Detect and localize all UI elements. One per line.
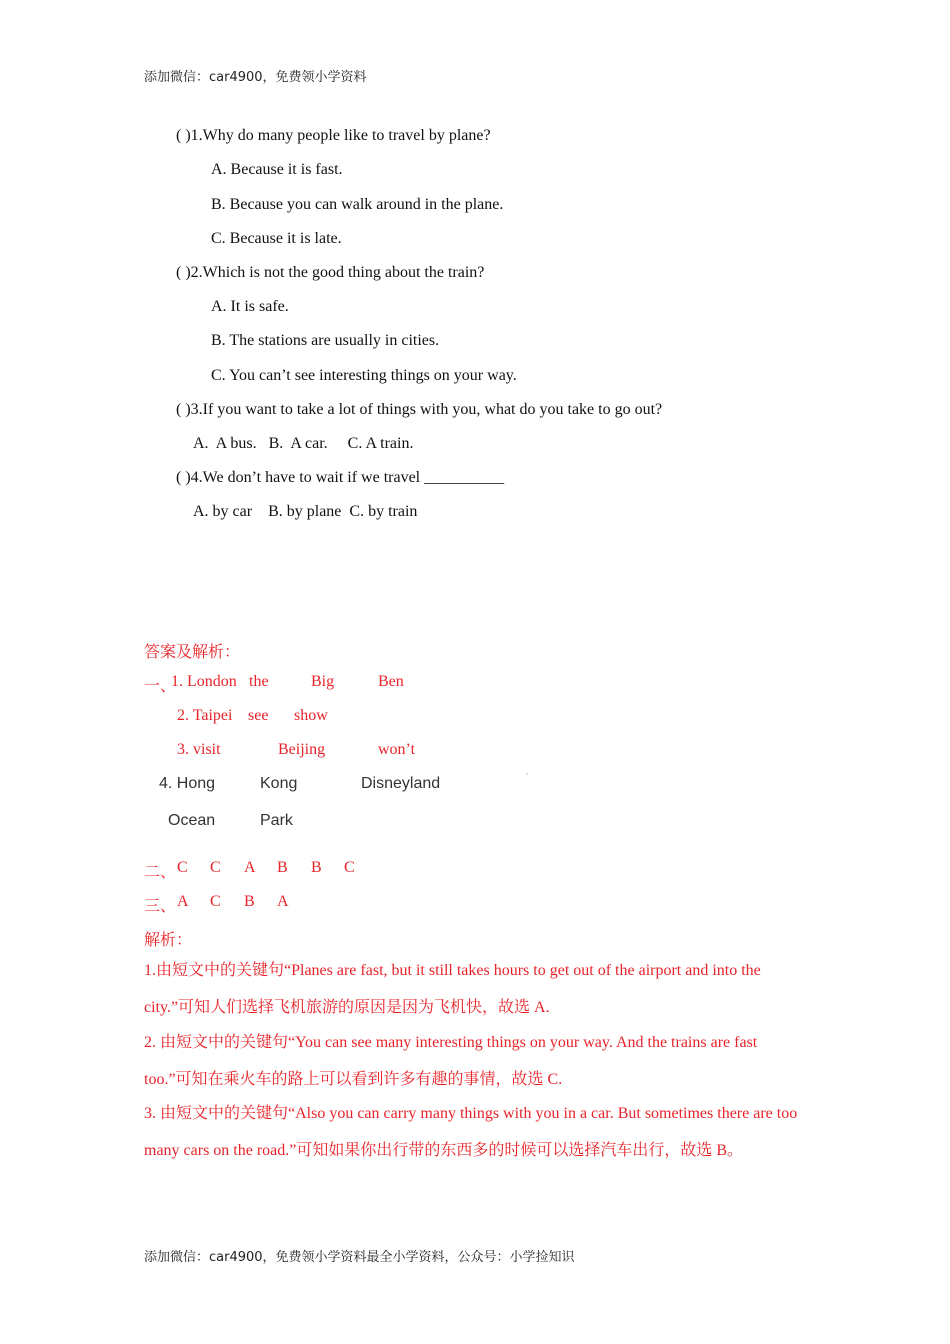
answer-letter: B (277, 859, 288, 876)
question-4-options: A. by car B. by plane C. by train (193, 503, 418, 520)
page-footer: 添加微信：car4900，免费领小学资料最全小学资料，公众号：小学捡知识 (144, 1250, 575, 1265)
question-1-option-a: A. Because it is fast. (211, 161, 343, 178)
question-2-stem: ( )2.Which is not the good thing about the train? (176, 264, 485, 281)
answers-title: 答案及解析： (144, 644, 241, 661)
answer-word: won’t (378, 741, 416, 758)
page-header: 添加微信：car4900，免费领小学资料 (144, 70, 367, 85)
answer-letter: C (210, 859, 221, 876)
answer-letter: A (177, 893, 189, 910)
question-3-options: A. A bus. B. A car. C. A train. (193, 435, 414, 452)
question-1-stem: ( )1.Why do many people like to travel by plane? (176, 127, 491, 144)
answer-word: the (249, 673, 269, 690)
answer-letter: C (344, 859, 355, 876)
question-2-option-b: B. The stations are usually in cities. (211, 332, 440, 349)
answer-word: Ocean (168, 812, 216, 829)
answer-word: Ben (378, 673, 404, 690)
question-2-option-c: C. You can’t see interesting things on your way. (211, 367, 517, 384)
answer-letter: C (210, 893, 221, 910)
answer-word: 1. London (171, 673, 237, 690)
question-2-option-a: A. It is safe. (211, 298, 289, 315)
answer-word: show (294, 707, 328, 724)
answer-word: 2. Taipei (177, 707, 233, 724)
question-1-option-b: B. Because you can walk around in the plane. (211, 196, 504, 213)
answer-word: Big (311, 673, 335, 690)
answer-word: Disneyland (361, 775, 441, 792)
answer-letter: B (244, 893, 255, 910)
answer-word: 4. Hong (159, 775, 216, 792)
question-1-option-c: C. Because it is late. (211, 230, 342, 247)
analysis-paragraph-1: 1.由短文中的关键句“Planes are fast, but it still takes hours to get out of the airport and into the city.”可知人们选择飞机旅游的原因是因为飞机快，故选 A. (144, 962, 761, 1016)
stray-mark (526, 773, 528, 775)
section-2-prefix: 二、 (144, 864, 177, 881)
answer-word: 3. visit (177, 741, 221, 758)
answer-letter: C (177, 859, 188, 876)
section-3-prefix: 三、 (144, 898, 177, 915)
question-3-stem: ( )3.If you want to take a lot of things with you, what do you take to go out? (176, 401, 663, 418)
answer-letter: A (244, 859, 256, 876)
answer-letter: A (277, 893, 289, 910)
analysis-title: 解析： (144, 932, 193, 949)
answer-word: Beijing (278, 741, 326, 758)
answer-letter: B (311, 859, 322, 876)
question-4-stem: ( )4.We don’t have to wait if we travel __________ (176, 469, 505, 486)
analysis-paragraph-3: 3. 由短文中的关键句“Also you can carry many things with you in a car. But sometimes there are too many cars on the road.”可知如果你出行带的东西多的时候可以选择汽车出行，故选 B。 (144, 1105, 798, 1159)
answer-word: Park (260, 812, 293, 829)
section-1-prefix: 一、 (144, 678, 177, 695)
answer-word: see (248, 707, 269, 724)
answer-word: Kong (260, 775, 298, 792)
analysis-paragraph-2: 2. 由短文中的关键句“You can see many interesting things on your way. And the trains are fast too.”可知在乘火车的路上可以看到许多有趣的事情，故选 C. (144, 1034, 758, 1088)
